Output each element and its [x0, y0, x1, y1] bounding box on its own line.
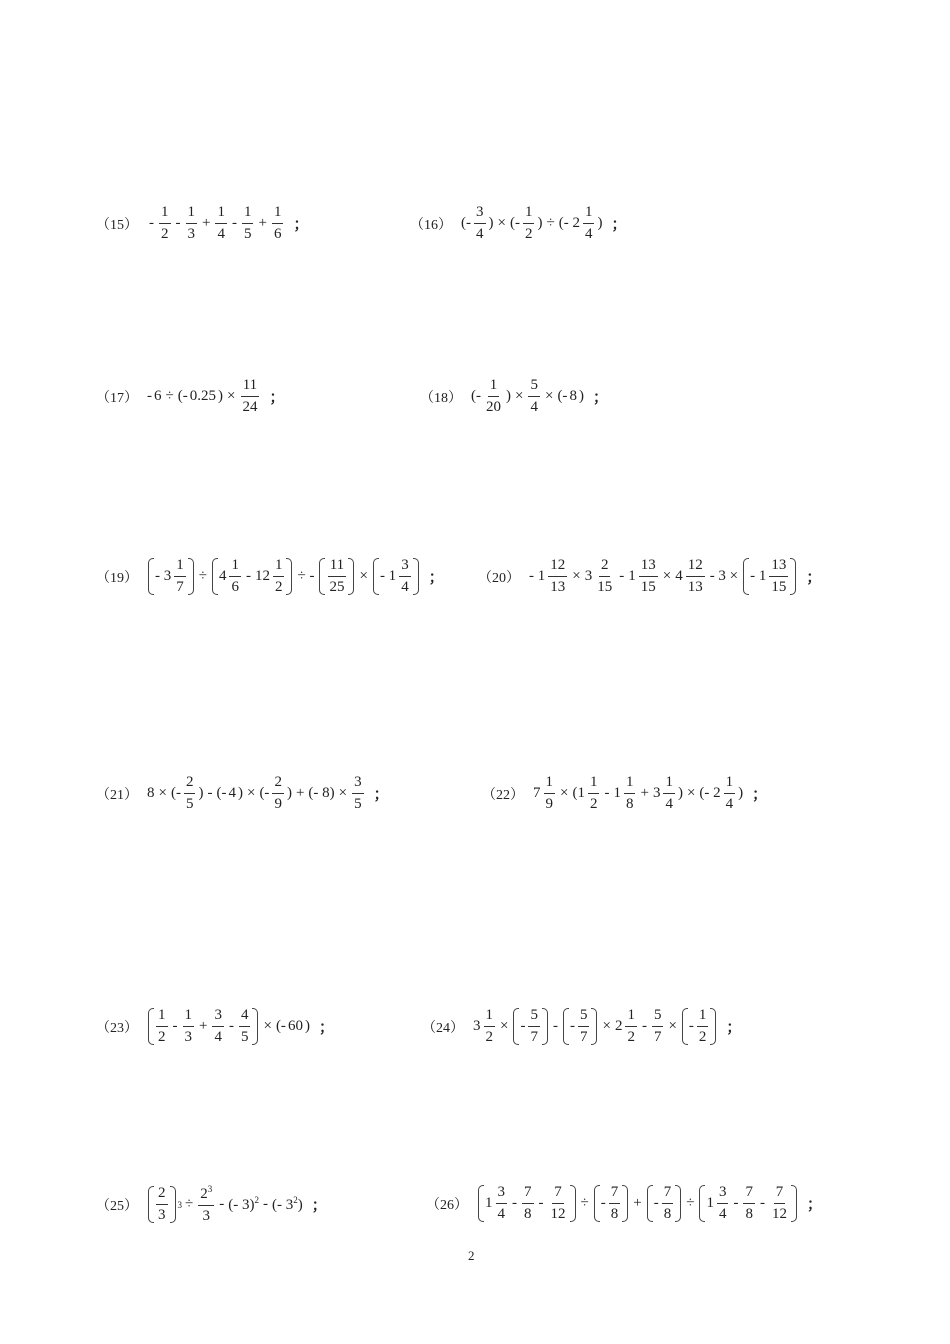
problem-15: [96, 205, 308, 242]
problem-number: （20）: [478, 570, 520, 586]
problem-number: （22）: [482, 787, 524, 803]
problem-17: [96, 378, 284, 415]
expression: (- 3 4 ) × (- 1 2 ) ÷ (- 2 1 4 ) ；: [461, 204, 627, 242]
problem-number: （26）: [426, 1197, 468, 1213]
bracket-group: - 3 1 7: [148, 558, 194, 595]
problem-19: [96, 558, 444, 595]
expression: - 3 1 7 ÷ 4 1 6 - 12 1 2 ÷ - 11 25 × - 1 3 4 ；: [146, 558, 444, 595]
bracket-group: - 1 3 4: [373, 558, 419, 595]
fraction: 1 3: [187, 204, 195, 242]
problem-number: （24）: [422, 1020, 464, 1036]
expression: 1 3 4 - 7 8 - 7 12 ÷ - 7 8 + - 7 8 ÷ 1 3 4 - 7 8 - 7 12 ；: [476, 1185, 822, 1222]
fraction: $\frac{1}{6}$: [273, 204, 282, 242]
problem-16: [410, 205, 626, 242]
bracket-group: - 5 7: [563, 1008, 598, 1045]
problem-22: [482, 775, 767, 812]
problem-18: [420, 378, 608, 415]
expression: 1 2 - 1 3 + $\frac{3}{4}$ - 4 5 × (- 60 ) ；: [146, 1008, 334, 1045]
problem-20: [478, 558, 821, 595]
bracket-group: - 7 8: [594, 1185, 629, 1222]
bracket-group: 11 25: [319, 558, 354, 595]
fraction: 1 2: [524, 204, 533, 242]
problem-21: [96, 775, 389, 812]
bracket-group: - 1 13 15: [743, 558, 796, 595]
bracket-group: - 5 7: [513, 1008, 548, 1045]
problem-number: （23）: [96, 1020, 138, 1036]
expression: 3 $\frac{1}{2}$ × - 5 7 - - 5 7 × 2 1 2 - $\frac{5}{7}$ × - 1 2 ；: [473, 1007, 742, 1045]
bracket-group: - 7 8: [647, 1185, 682, 1222]
expression: - 1 2 - 1 3 + $\frac{1}{4}$ - 1 5 + $\frac{1}{6}$ ；: [149, 204, 309, 242]
problem-24: [422, 1008, 741, 1045]
fraction: 1 4: [584, 204, 593, 242]
problem-number: （25）: [96, 1198, 138, 1214]
bracket-group: - 1 2: [682, 1008, 717, 1045]
problem-number: （21）: [96, 787, 138, 803]
bracket-group: 4 1 6 - 12 1 2: [212, 558, 293, 595]
problem-26: [426, 1185, 822, 1222]
fraction: 1 5: [243, 204, 252, 242]
fraction: 1 2: [161, 204, 169, 242]
fraction: $\frac{5}{4}$: [530, 377, 538, 415]
fraction: 1 20: [486, 377, 501, 415]
problem-number: （17）: [96, 390, 138, 406]
expression: 7 $\frac{1}{9}$ × (1 1 2 - 1 1 8 + 3 1 4 ) × (- 2 1 4 ) ；: [533, 774, 768, 812]
expression: - 6 ÷ (- 0.25 ) × $\frac{11}{24}$ ；: [147, 377, 285, 415]
fraction: 3 4: [476, 204, 484, 242]
expression: (- 1 20 ) × $\frac{5}{4}$ × (- 8 ) ；: [471, 377, 608, 415]
bracket-group: 1 3 4 - 7 8 - 7 12: [699, 1185, 797, 1222]
bracket-group: 1 2 - 1 3 + $\frac{3}{4}$ - 4 5: [148, 1008, 258, 1045]
problem-number: （18）: [420, 390, 462, 406]
problem-25: [96, 1185, 327, 1224]
problem-number: （15）: [96, 217, 138, 233]
problem-23: [96, 1008, 334, 1045]
bracket-group: 2 3: [148, 1186, 176, 1223]
problem-number: （19）: [96, 570, 138, 586]
expression: 2 3 3 ÷ $\frac{2^3}{3}$ - (- 3)$^2$ - (- $3^2$) ；: [146, 1185, 327, 1224]
fraction: $\frac{11}{24}$: [242, 377, 258, 415]
problem-number: （16）: [410, 217, 452, 233]
page-number: 2: [468, 1248, 475, 1263]
fraction: $\frac{1}{4}$: [217, 204, 225, 242]
bracket-group: 1 3 4 - 7 8 - 7 12: [478, 1185, 576, 1222]
expression: - 1 $\frac{12}{13}$ × 3 2 15 - 1 $\frac{13}{15}$ × 4 12 13 - 3 × - 1 13 15 ；: [529, 557, 822, 595]
expression: 8 × (- 2 5 ) - (- 4 ) × (- 2 9 ) + (- 8) × $\frac{3}{5}$ ；: [147, 774, 389, 812]
